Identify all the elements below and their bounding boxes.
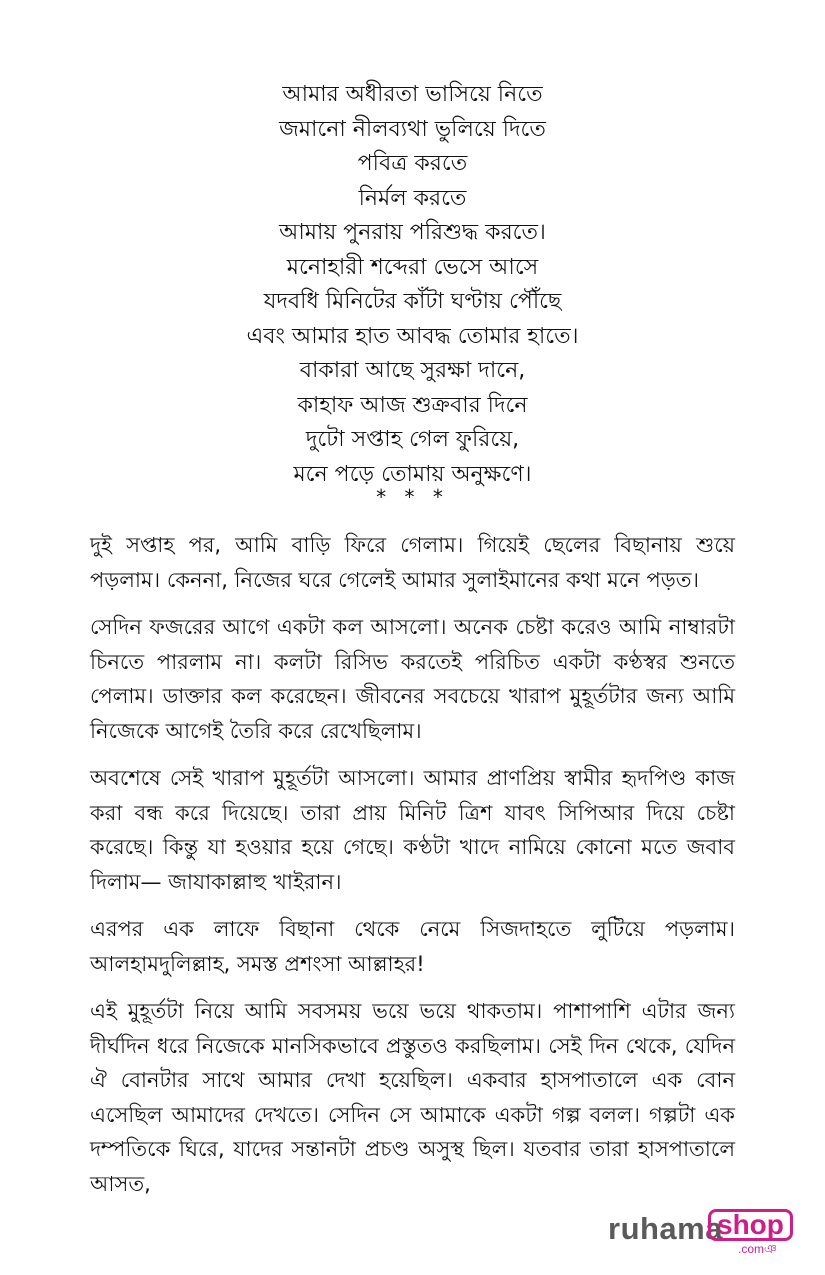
paragraph: এই মুহূর্তটা নিয়ে আমি সবসময় ভয়ে ভয়ে থাকতাম। পাশাপাশি এটার জন্য দীর্ঘদিন ধরে নিজেকে মানসিকভাবে প্রস্তুতও করছিলাম। সেই দিন থেকে, যেদিন ঐ বোনটার সাথে আমার দেখা হয়েছিল। একবার হাসপাতালে এক বোন এসেছিল আমাদের দেখতে। সেদিন সে আমাকে একটা গল্প বলল। গল্পটা এক দম্পতিকে ঘিরে, যাদের সন্তানটা প্রচণ্ড অসুস্থ ছিল। যতবার তারা হাসপাতালে আসত,	[90, 999, 735, 1196]
poem-line: মনোহারী শব্দেরা ভেসে আসে	[286, 254, 539, 280]
poem-line: আমায় পুনরায় পরিশুদ্ধ করতে।	[279, 220, 546, 245]
poem	[0, 78, 825, 492]
poem-line: দুটো সপ্তাহ গেল ফুরিয়ে,	[305, 427, 520, 452]
logo-ruhama-text: ruhama	[608, 1211, 723, 1246]
poem-line: এবং আমার হাত আবদ্ধ তোমার হাতে।	[246, 323, 579, 349]
ruhamashop-logo	[608, 1205, 784, 1256]
poem-line: কাহাফ আজ শুক্রবার দিনে	[297, 392, 528, 418]
logo-com-text: .comঞ	[738, 1242, 777, 1256]
poem-line: নির্মল করতে	[358, 185, 467, 211]
poem-line: বাকারা আছে সুরক্ষা দানে,	[299, 358, 526, 383]
poem-line: জমানো নীলব্যথা ভুলিয়ে দিতে	[279, 116, 546, 142]
paragraph: দুই সপ্তাহ পর, আমি বাড়ি ফিরে গেলাম। গিয়েই ছেলের বিছানায় শুয়ে পড়লাম। কেননা, নিজের ঘরে গেলেই আমার সুলাইমানের কথা মনে পড়ত।	[90, 533, 735, 592]
poem-line: মনে পড়ে তোমায় অনুক্ষণে।	[293, 461, 532, 487]
poem-line: যদবধি মিনিটের কাঁটা ঘণ্টায় পৌঁছে	[263, 289, 562, 314]
poem-line: পবিত্র করতে	[357, 151, 468, 176]
logo-shop-text: shop	[708, 1209, 793, 1241]
paragraph: সেদিন ফজরের আগে একটা কল আসলো। অনেক চেষ্টা করেও আমি নাম্বারটা চিনতে পারলাম না। কলটা রিসিভ করতেই পরিচিত একটা কণ্ঠস্বর শুনতে পেলাম। ডাক্তার কল করেছেন। জীবনের সবচেয়ে খারাপ মুহূর্তটার জন্য আমি নিজেকে আগেই তৈরি করে রেখেছিলাম।	[90, 615, 735, 743]
body-text	[90, 528, 735, 1214]
paragraph: এরপর এক লাফে বিছানা থেকে নেমে সিজদাহতে লুটিয়ে পড়লাম। আলহামদুলিল্লাহ, সমস্ত প্রশংসা আল্লাহর!	[90, 917, 735, 976]
paragraph: অবশেষে সেই খারাপ মুহূর্তটা আসলো। আমার প্রাণপ্রিয় স্বামীর হৃদপিণ্ড কাজ করা বন্ধ করে দিয়েছে। তারা প্রায় মিনিট ত্রিশ যাবৎ সিপিআর দিয়ে চেষ্টা করেছে। কিন্তু যা হওয়ার হয়ে গেছে। কণ্ঠটা খাদে নামিয়ে কোনো মতে জবাব দিলাম— জাযাকাল্লাহু খাইরান।	[90, 766, 735, 894]
poem-line: আমার অধীরতা ভাসিয়ে নিতে	[282, 82, 543, 107]
section-separator: * * *	[376, 485, 449, 509]
